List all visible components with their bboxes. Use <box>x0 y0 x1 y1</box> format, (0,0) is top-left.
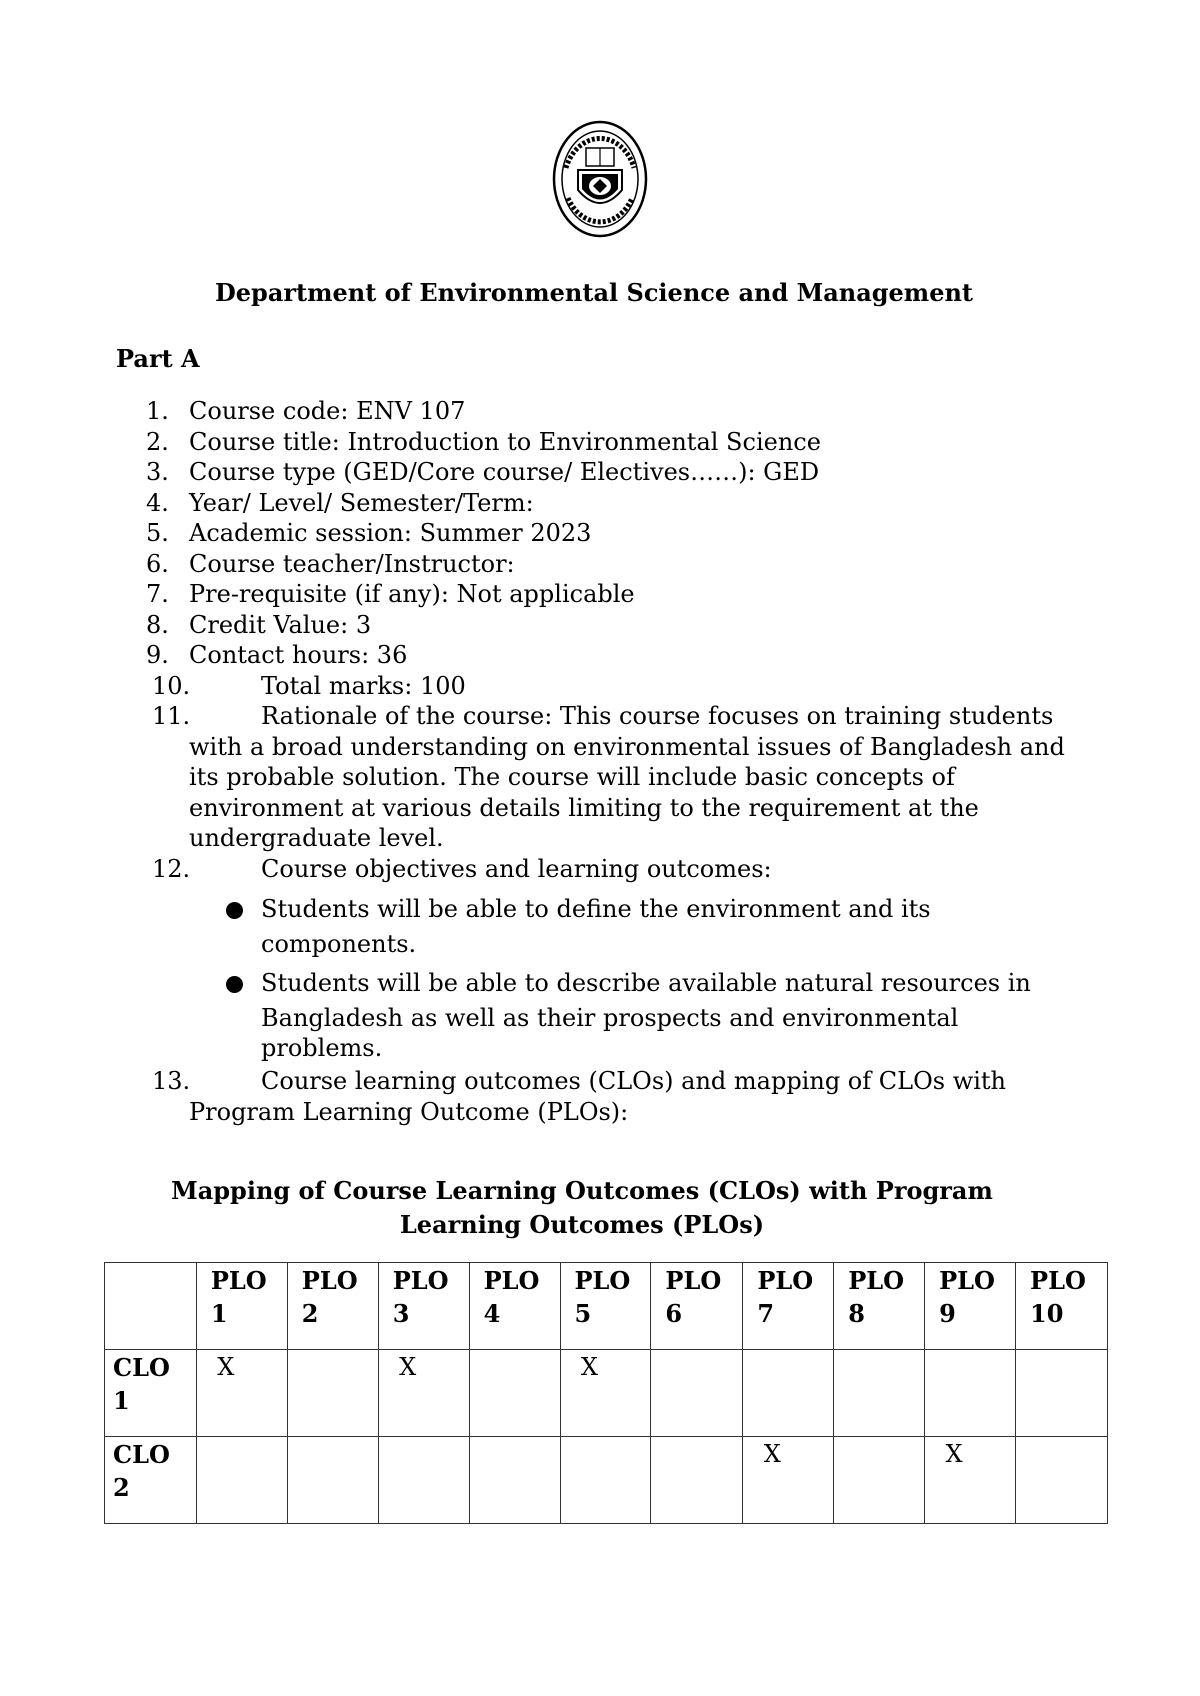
header-text: PLO <box>574 1266 631 1295</box>
objective-text-continued: Bangladesh as well as their prospects and environmental <box>261 1004 959 1032</box>
table-cell <box>378 1437 469 1524</box>
table-cell <box>925 1437 1016 1524</box>
item-number: 6. <box>146 549 169 578</box>
table-cell <box>196 1350 287 1437</box>
table-header-cell <box>196 1263 287 1350</box>
header-text: PLO <box>939 1266 995 1295</box>
mapping-mark: X <box>399 1353 417 1381</box>
item-number: 1. <box>146 397 169 425</box>
table-cell <box>287 1350 378 1437</box>
bullet-icon <box>226 976 243 993</box>
item-number: 8. <box>146 610 169 639</box>
item-number: 7. <box>146 580 169 608</box>
mapping-heading <box>0 1174 1200 1242</box>
header-text: PLO <box>210 1266 267 1295</box>
table-cell <box>287 1437 378 1524</box>
clo-plo-mapping-table <box>104 1262 1108 1524</box>
item-text: Rationale of the course: This course focuses on training students <box>261 702 1054 730</box>
row-header-number: 1 <box>113 1386 130 1415</box>
header-number: 7 <box>757 1299 775 1328</box>
header-number: 5 <box>574 1299 592 1328</box>
table-header-cell <box>651 1263 743 1350</box>
header-text: PLO <box>392 1266 449 1295</box>
header-text: PLO <box>483 1266 540 1295</box>
item-text: Pre-requisite (if any): Not applicable <box>189 580 635 608</box>
table-cell <box>560 1350 651 1437</box>
list-item-objectives <box>0 854 1089 885</box>
part-heading: Part A <box>116 344 200 373</box>
list-item <box>0 640 1089 671</box>
header-text: PLO <box>757 1266 814 1295</box>
header-text: PLO <box>848 1266 905 1295</box>
list-item <box>0 549 1089 580</box>
item-text: Total marks: 100 <box>261 671 466 700</box>
header-number: 10 <box>1030 1299 1064 1328</box>
item-text: Credit Value: 3 <box>189 610 372 639</box>
item-number: 10. <box>152 671 191 700</box>
item-number: 13. <box>152 1067 191 1095</box>
table-cell <box>560 1437 651 1524</box>
table-corner-cell <box>105 1263 197 1350</box>
item-number: 11. <box>152 702 191 730</box>
table-header-cell <box>560 1263 651 1350</box>
header-text: PLO <box>301 1266 358 1295</box>
header-text: PLO <box>1030 1266 1086 1295</box>
item-text: Course objectives and learning outcomes: <box>261 854 772 883</box>
item-text-continued: undergraduate level. <box>189 824 444 852</box>
item-text: Course learning outcomes (CLOs) and mapping of CLOs with <box>261 1067 1007 1095</box>
table-header-cell <box>378 1263 469 1350</box>
table-cell <box>834 1350 925 1437</box>
table-cell <box>1016 1350 1108 1437</box>
table-header-cell <box>1016 1263 1108 1350</box>
list-item <box>0 457 1089 488</box>
mapping-heading-line: Mapping of Course Learning Outcomes (CLOs) with Program <box>171 1176 993 1205</box>
item-number: 5. <box>146 519 169 547</box>
item-text: Course code: ENV 107 <box>189 397 466 425</box>
item-text: Contact hours: 36 <box>189 641 408 669</box>
table-header-cell <box>469 1263 560 1350</box>
table-header-cell <box>287 1263 378 1350</box>
table-cell <box>743 1437 834 1524</box>
objective-text: Students will be able to describe available natural resources in <box>261 969 1031 997</box>
department-heading-text: Department of Environmental Science and Management <box>214 278 974 307</box>
table-cell <box>651 1437 743 1524</box>
item-text: Course type (GED/Core course/ Electives……): GED <box>189 458 820 486</box>
mapping-mark: X <box>945 1440 963 1468</box>
header-number: 2 <box>301 1299 319 1328</box>
objective-item <box>0 964 1081 1062</box>
list-item <box>0 396 1089 427</box>
item-number: 2. <box>146 427 169 456</box>
list-item <box>0 671 1089 702</box>
table-row <box>105 1350 1108 1437</box>
list-item <box>0 579 1089 610</box>
row-header-cell <box>105 1437 197 1524</box>
item-text: Year/ Level/ Semester/Term: <box>189 488 534 517</box>
list-item <box>0 518 1089 549</box>
objectives-list <box>0 890 1200 1062</box>
item-number: 12. <box>152 854 191 883</box>
table-header-row <box>105 1263 1108 1350</box>
objective-text: Students will be able to define the environment and its <box>261 895 931 923</box>
department-heading <box>0 278 1200 307</box>
table-cell <box>378 1350 469 1437</box>
row-header-cell <box>105 1350 197 1437</box>
table-cell <box>834 1437 925 1524</box>
header-number: 4 <box>483 1299 501 1328</box>
objective-item <box>0 890 1081 960</box>
item-number: 4. <box>146 488 169 517</box>
list-item <box>0 488 1089 519</box>
header-number: 3 <box>392 1299 410 1328</box>
mapping-mark: X <box>580 1353 598 1381</box>
row-header-number: 2 <box>113 1473 130 1502</box>
item-text: Course teacher/Instructor: <box>189 549 515 578</box>
course-info-list <box>0 396 1200 1127</box>
header-number: 8 <box>848 1299 865 1328</box>
header-number: 9 <box>939 1299 956 1328</box>
table-cell <box>925 1350 1016 1437</box>
mapping-heading-line: Learning Outcomes (PLOs) <box>399 1210 765 1239</box>
header-text: PLO <box>665 1266 722 1295</box>
bullet-icon <box>226 902 243 919</box>
item-number: 9. <box>146 641 169 669</box>
list-item-clos <box>0 1066 1089 1127</box>
list-item-rationale <box>0 701 1089 854</box>
row-header-text: CLO <box>113 1353 170 1382</box>
list-item <box>0 610 1089 641</box>
table-cell <box>196 1437 287 1524</box>
header-number: 6 <box>665 1299 683 1328</box>
item-text-continued: Program Learning Outcome (PLOs): <box>189 1097 629 1126</box>
item-text-continued: with a broad understanding on environmental issues of Bangladesh and <box>189 732 1065 761</box>
row-header-text: CLO <box>113 1440 170 1469</box>
table-header-cell <box>925 1263 1016 1350</box>
table-cell <box>469 1350 560 1437</box>
item-text: Academic session: Summer 2023 <box>189 519 592 547</box>
table-cell <box>743 1350 834 1437</box>
item-text-continued: its probable solution. The course will include basic concepts of <box>189 763 955 791</box>
item-text: Course title: Introduction to Environmental Science <box>189 427 821 456</box>
objective-text-continued: components. <box>261 930 417 958</box>
mapping-mark: X <box>763 1440 781 1468</box>
table-cell <box>1016 1437 1108 1524</box>
table-row <box>105 1437 1108 1524</box>
table-cell <box>651 1350 743 1437</box>
table-header-cell <box>834 1263 925 1350</box>
item-number: 3. <box>146 458 169 486</box>
table-header-cell <box>743 1263 834 1350</box>
table-cell <box>469 1437 560 1524</box>
mapping-mark: X <box>217 1353 235 1381</box>
list-item <box>0 427 1089 458</box>
header-number: 1 <box>210 1299 228 1328</box>
item-text-continued: environment at various details limiting to the requirement at the <box>189 793 979 822</box>
university-seal-icon <box>552 120 648 238</box>
objective-text-continued: problems. <box>261 1034 383 1062</box>
